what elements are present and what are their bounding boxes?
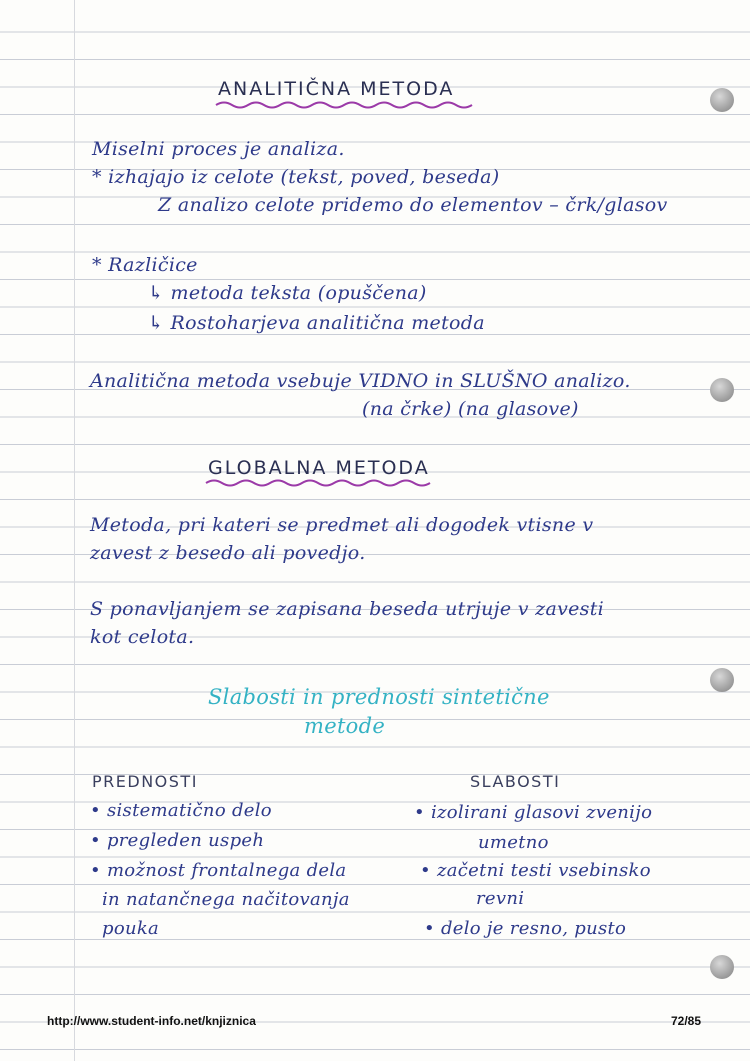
list-item: • začetni testi vsebinsko [420, 860, 651, 881]
list-item: • izolirani glasovi zvenijo [414, 802, 653, 823]
list-item-continued: revni [476, 888, 525, 909]
text-line: kot celota. [90, 626, 195, 648]
list-item-continued: in natančnega načitovanja [102, 889, 350, 910]
list-item: • delo je resno, pusto [424, 918, 627, 939]
punch-hole [710, 378, 734, 402]
list-item-continued: pouka [102, 918, 160, 939]
page-number: 72/85 [671, 1014, 702, 1028]
text-line: Miselni proces je analiza. [92, 138, 345, 160]
cyan-heading: Slabosti in prednosti sintetične [208, 685, 550, 709]
margin-line [74, 0, 75, 1061]
text-line: (na črke) (na glasove) [362, 398, 579, 420]
title-underline [204, 478, 434, 488]
text-line: Metoda, pri kateri se predmet ali dogodek vtisne v [90, 514, 594, 536]
section-title-analiticna: ANALITIČNA METODA [218, 78, 455, 100]
column-title-prednosti: PREDNOSTI [92, 772, 198, 791]
text-line: S ponavljanjem se zapisana beseda utrjuje v zavesti [90, 598, 605, 620]
text-line: ↳ Rostoharjeva analitična metoda [148, 312, 485, 334]
text-line: * Različice [92, 254, 198, 276]
text-line: Analitična metoda vsebuje VIDNO in SLUŠNO analizo. [90, 370, 631, 392]
punch-hole [710, 955, 734, 979]
list-item-continued: umetno [478, 832, 549, 853]
punch-hole [710, 88, 734, 112]
list-item: • pregleden uspeh [90, 830, 265, 851]
list-item: • sistematično delo [90, 800, 272, 821]
section-title-globalna: GLOBALNA METODA [208, 457, 430, 479]
cyan-heading: metode [304, 714, 386, 738]
text-line: ↳ metoda teksta (opuščena) [148, 282, 427, 304]
text-line: zavest z besedo ali povedjo. [90, 542, 366, 564]
punch-hole [710, 668, 734, 692]
list-item: • možnost frontalnega dela [90, 860, 347, 881]
title-underline [214, 100, 476, 110]
footer-url: http://www.student-info.net/knjiznica [47, 1014, 256, 1028]
column-title-slabosti: SLABOSTI [470, 772, 561, 791]
text-line: * izhajajo iz celote (tekst, poved, beseda) [92, 166, 500, 188]
text-line: Z analizo celote pridemo do elementov – črk/glasov [158, 194, 668, 216]
